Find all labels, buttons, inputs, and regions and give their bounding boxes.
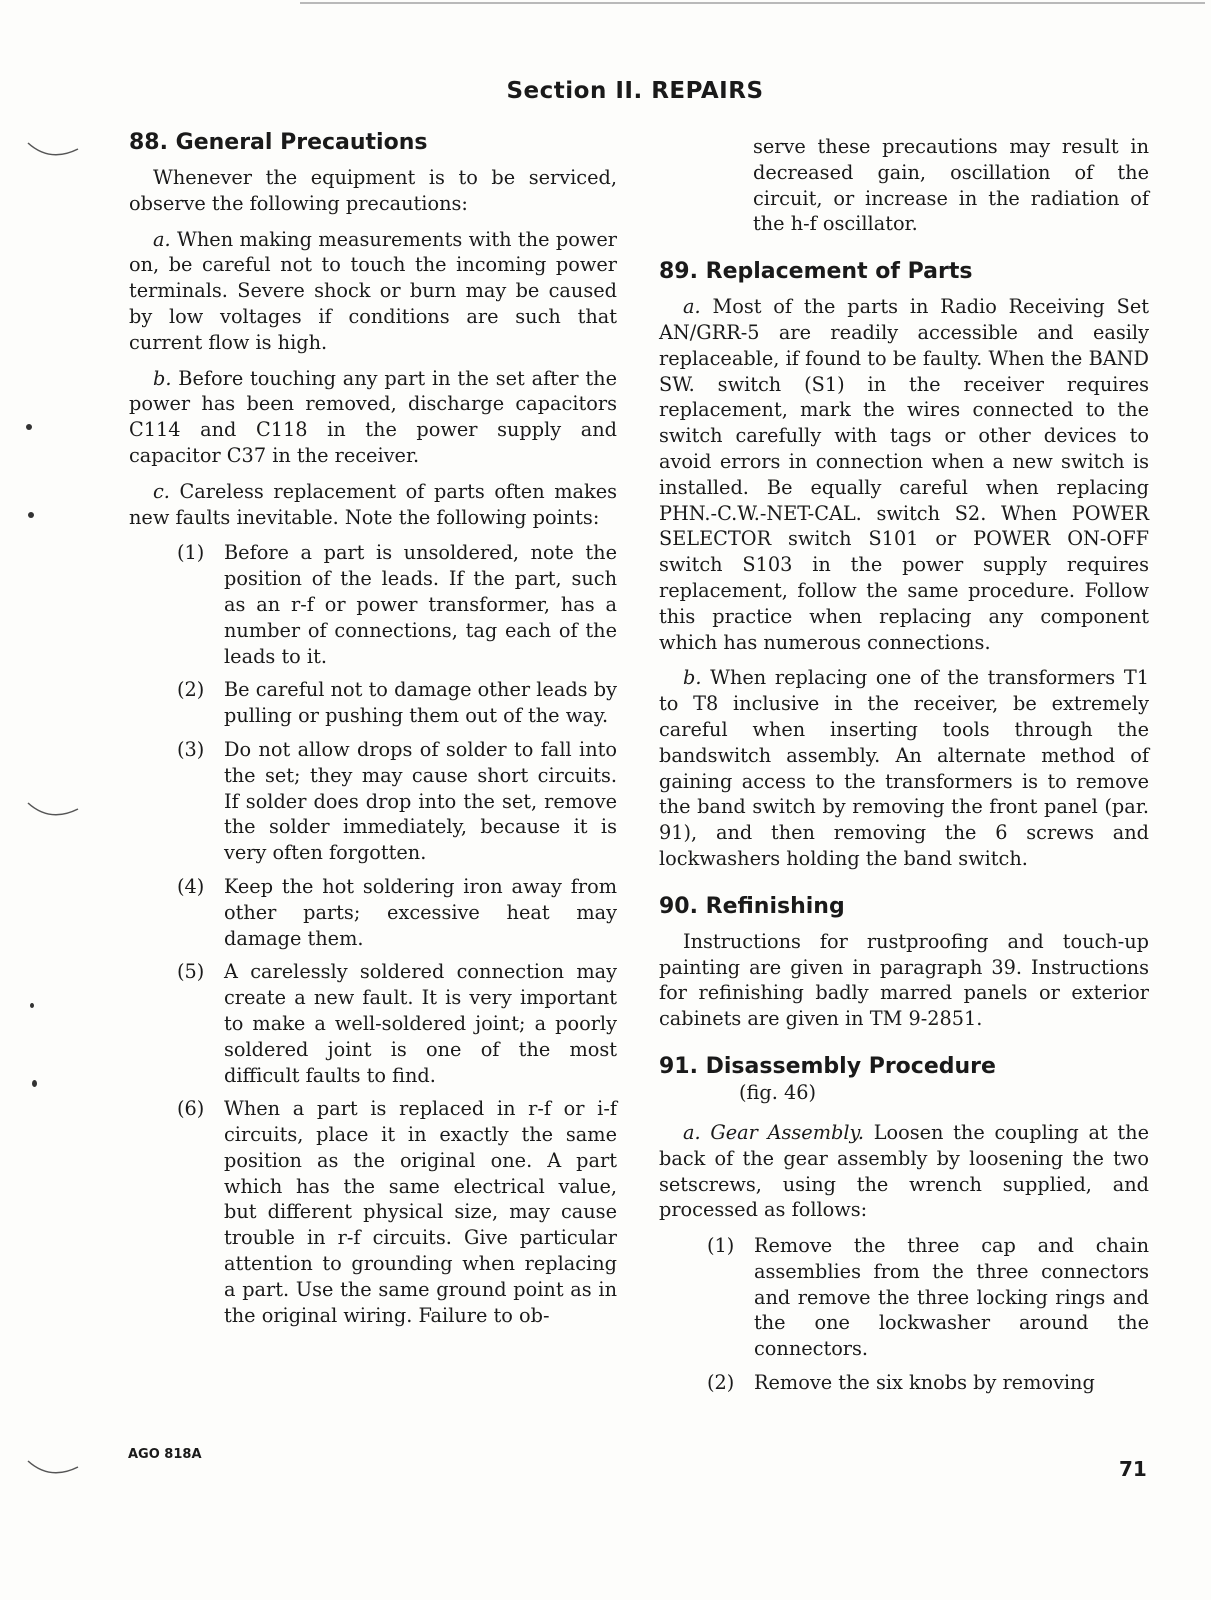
para-text: When replacing one of the transformers T1 to T8 inclusive in the receiver, be extremely careful when inserting tools through the bandswitch assembly. An alternate method of gaining access to the transformers is to remove the band switch by removing the front panel (par. 91), and then removing the 6 screws and lockwashers holding the band switch. <box>659 666 1149 870</box>
page-number: 71 <box>1119 1457 1147 1481</box>
para-text: Before touching any part in the set after the power has been removed, discharge capacitors C114 and C118 in the power supply and capacitor C37 in the receiver. <box>129 366 617 467</box>
binder-hole-mark <box>20 795 80 825</box>
list-88-c <box>177 540 617 1328</box>
para-letter: a. Gear Assembly. <box>683 1120 864 1144</box>
item-number: (2) <box>707 1371 735 1395</box>
item-number: (1) <box>707 1234 735 1258</box>
scan-speck <box>32 1080 37 1087</box>
scan-top-rule <box>300 2 1205 4</box>
para-letter: a. <box>153 227 171 251</box>
item-number: (1) <box>177 541 205 565</box>
list-item <box>177 959 617 1088</box>
item-text: A carelessly soldered connection may create a new fault. It is very important to make a well-soldered joint; a poorly soldered joint is one of the most difficult faults to find. <box>224 960 617 1087</box>
para-88-a <box>129 227 617 356</box>
item-text: Remove the three cap and chain assemblies from the three connectors and remove the three locking rings and the one lockwasher around the connectors. <box>754 1234 1149 1361</box>
heading-91: 91. Disassembly Procedure <box>659 1053 996 1079</box>
para-88-b <box>129 366 617 469</box>
para-90: Instructions for rustproofing and touch-up painting are given in paragraph 39. Instructions for refinishing badly marred panels or exterior cabinets are given in TM 9-2851. <box>659 929 1149 1031</box>
para-text: When making measurements with the power on, be careful not to touch the incoming power terminals. Severe shock or burn may be caused by low voltages if conditions are such that current flow is high. <box>129 227 617 354</box>
list-item <box>177 1096 617 1328</box>
para-letter: a. <box>683 295 701 319</box>
item-text: Before a part is unsoldered, note the position of the leads. If the part, such as an r-f or power transformer, has a number of connections, tag each of the leads to it. <box>224 541 617 668</box>
heading-88: 88. General Precautions <box>129 130 428 155</box>
list-91-a <box>707 1233 1149 1396</box>
heading-90: 90. Refinishing <box>659 893 845 919</box>
item-text: Keep the hot soldering iron away from other parts; excessive heat may damage them. <box>224 874 617 950</box>
item-number: (4) <box>177 874 205 898</box>
binder-hole-mark <box>20 1453 80 1483</box>
item-number: (3) <box>177 737 205 761</box>
scan-speck <box>26 424 32 430</box>
list-item <box>707 1370 1149 1396</box>
item-number: (2) <box>177 678 205 702</box>
right-column <box>659 134 1149 1404</box>
binder-hole-mark <box>20 135 80 165</box>
para-text: Careless replacement of parts often makes new faults inevitable. Note the following points: <box>129 479 617 529</box>
heading-89: 89. Replacement of Parts <box>659 259 973 285</box>
item-number: (5) <box>177 960 205 984</box>
item-text: Do not allow drops of solder to fall into the set; they may cause short circuits. If solder does drop into the set, remove the solder immediately, because it is very often forgotten. <box>224 737 617 865</box>
item-number: (6) <box>177 1097 205 1121</box>
para-letter: b. <box>153 366 172 390</box>
footer-code: AGO 818A <box>128 1447 202 1462</box>
para-88-c <box>129 479 617 531</box>
list-item <box>177 737 617 866</box>
para-letter: c. <box>153 479 170 503</box>
figure-reference: (fig. 46) <box>739 1080 817 1104</box>
para-89-a <box>659 294 1149 655</box>
item-text: Remove the six knobs by removing <box>754 1371 1095 1395</box>
para-text: Loosen the coupling at the back of the gear assembly by loosening the two setscrews, using the wrench supplied, and processed as follows: <box>659 1120 1149 1222</box>
list-item <box>177 874 617 951</box>
para-text: Most of the parts in Radio Receiving Set AN/GRR-5 are readily accessible and easily replaceable, if found to be faulty. When the BAND SW. switch (S1) in the receiver requires replacement, mark the wires connected to the switch carefully with tags or other devices to avoid errors in connection when a new switch is installed. Be equally careful when replacing PHN.-C.W.-NET-CAL. switch S2. When POWER SELECTOR switch S101 or POWER ON-OFF switch S103 in the power supply requires replacement, follow the same procedure. Follow this practice when replacing any component which has numerous connections. <box>659 295 1149 654</box>
para-88-intro: Whenever the equipment is to be serviced, observe the following precautions: <box>129 166 617 215</box>
para-88-continuation: serve these precautions may result in decreased gain, oscillation of the circuit, or increase in the radiation of the h-f oscillator. <box>753 135 1149 236</box>
section-title: Section II. REPAIRS <box>506 78 764 104</box>
list-item <box>177 677 617 729</box>
list-item <box>177 540 617 669</box>
para-91-a <box>659 1120 1149 1223</box>
list-item <box>707 1233 1149 1362</box>
left-column <box>129 130 617 1336</box>
para-letter: b. <box>683 666 702 690</box>
item-text: Be careful not to damage other leads by pulling or pushing them out of the way. <box>224 678 617 728</box>
para-89-b <box>659 665 1149 871</box>
item-text: When a part is replaced in r-f or i-f circuits, place it in exactly the same position as the original one. A part which has the same electrical value, but different physical size, may cause trouble in r-f circuits. Give particular attention to grounding when replacing a part. Use the same ground point as in the original wiring. Failure to ob- <box>224 1097 617 1327</box>
scan-speck <box>30 1003 34 1008</box>
scan-speck <box>28 512 34 518</box>
